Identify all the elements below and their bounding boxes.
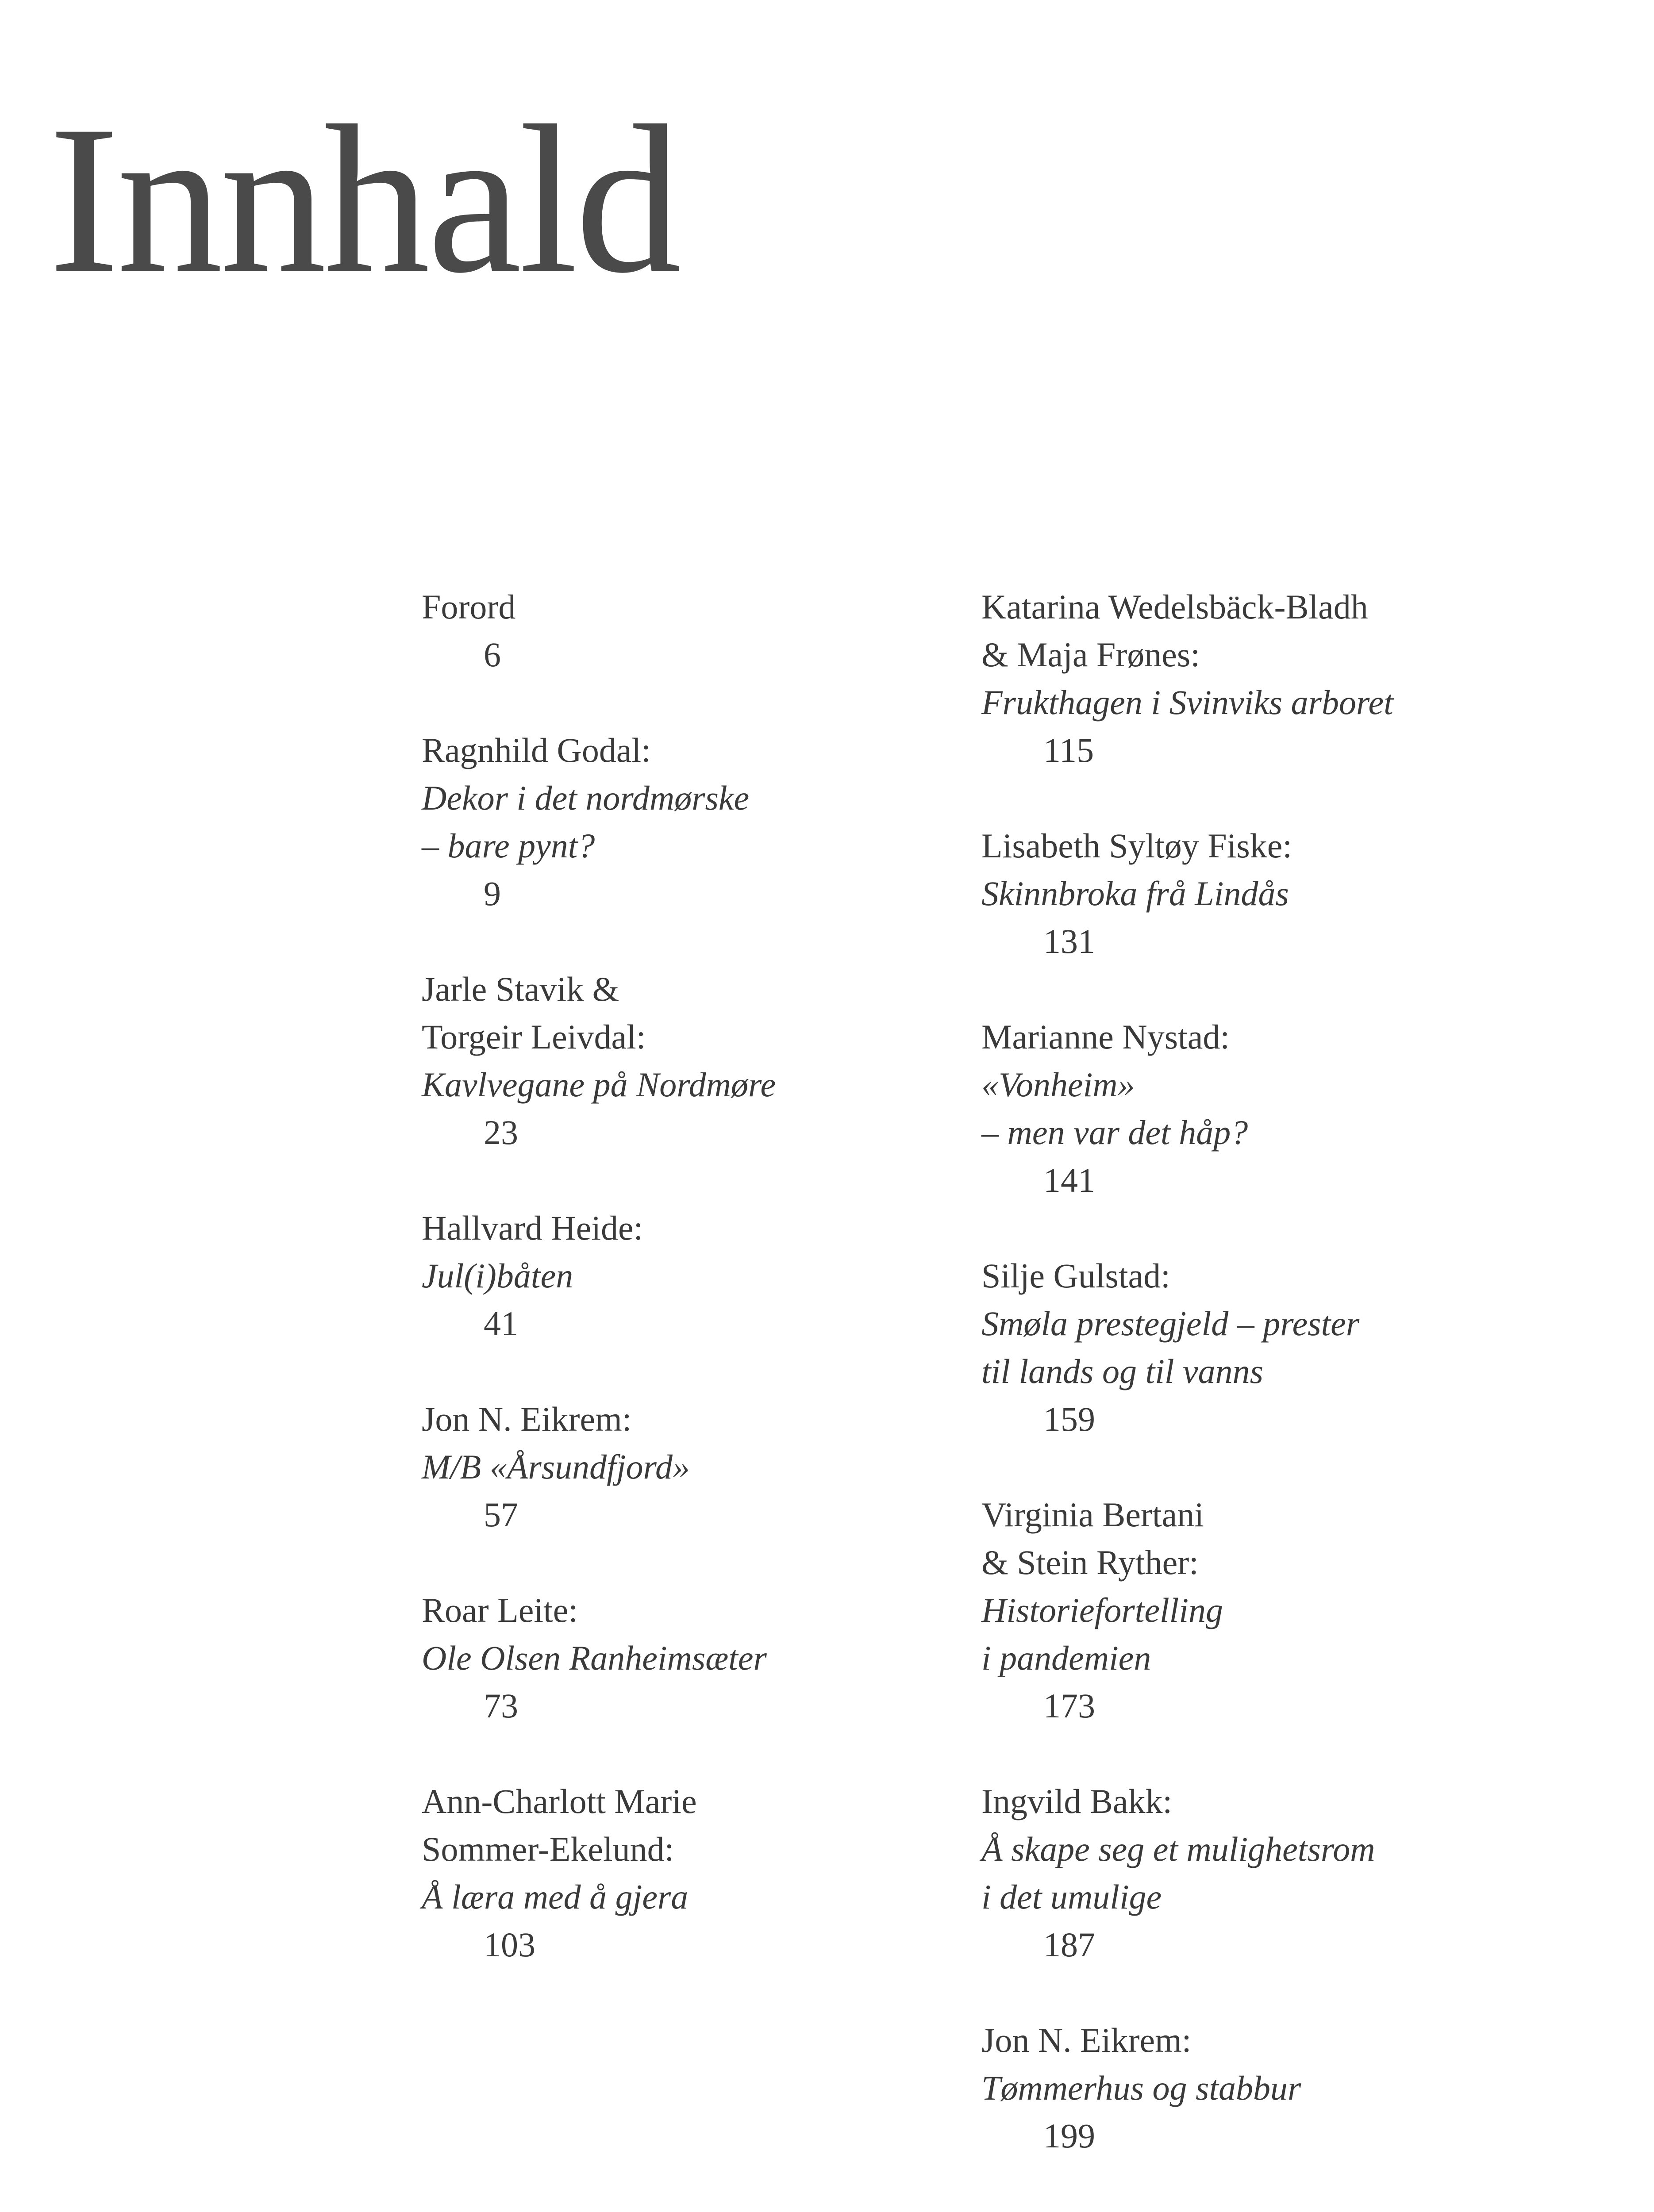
toc-entry-page-number: 141: [1043, 1161, 1095, 1199]
toc-entry-title: Ole Olsen Ranheimsæter: [422, 1639, 767, 1677]
toc-entry-author: Lisabeth Syltøy Fiske:: [981, 826, 1292, 865]
toc-entry-title: Kavlvegane på Nordmøre: [422, 1065, 776, 1104]
toc-entry-title: – men var det håp?: [981, 1113, 1248, 1152]
toc-entry-author: Roar Leite:: [422, 1591, 578, 1629]
toc-entry-title: i pandemien: [981, 1639, 1151, 1677]
toc-entry: [422, 1395, 997, 1539]
toc-entry: [422, 965, 997, 1156]
toc-entry-author: Virginia Bertani: [981, 1495, 1204, 1534]
toc-entry-title: Historiefortelling: [981, 1591, 1223, 1629]
toc-entry-author: & Stein Ryther:: [981, 1543, 1199, 1582]
toc-entry-title: «Vonheim»: [981, 1065, 1135, 1104]
toc-entry-title: Tømmerhus og stabbur: [981, 2069, 1301, 2107]
toc-entry: [981, 1013, 1557, 1204]
toc-entry-author: Forord: [422, 588, 516, 626]
toc-entry: [981, 1252, 1557, 1443]
toc-entry: [981, 822, 1557, 965]
toc-column-right: [981, 583, 1557, 2208]
toc-entry: [422, 726, 997, 918]
toc-entry-title: – bare pynt?: [422, 826, 595, 865]
toc-entry-author: Jon N. Eikrem:: [422, 1400, 632, 1438]
toc-column-left: [422, 583, 997, 2016]
toc-entry-author: Sommer-Ekelund:: [422, 1830, 674, 1868]
page-title: Innhald: [49, 81, 679, 317]
toc-entry-page-number: 41: [484, 1304, 518, 1343]
toc-entry: [422, 1778, 997, 1969]
toc-entry-title: Å skape seg et mulighetsrom: [981, 1830, 1375, 1868]
toc-entry-author: Torgeir Leivdal:: [422, 1018, 646, 1056]
toc-entry-author: Ann-Charlott Marie: [422, 1782, 697, 1820]
toc-entry-author: Katarina Wedelsbäck-Bladh: [981, 588, 1368, 626]
toc-entry-page-number: 57: [484, 1495, 518, 1534]
toc-entry-author: Jarle Stavik &: [422, 970, 619, 1008]
toc-entry: [422, 1586, 997, 1730]
toc-entry: [981, 2016, 1557, 2160]
toc-entry-page-number: 6: [484, 635, 501, 674]
toc-entry-page-number: 23: [484, 1113, 518, 1152]
toc-entry-author: Hallvard Heide:: [422, 1209, 643, 1247]
toc-entry-page-number: 199: [1043, 2116, 1095, 2155]
toc-entry-title: i det umulige: [981, 1878, 1162, 1916]
toc-entry-page-number: 103: [484, 1925, 535, 1964]
toc-entry-author: Ragnhild Godal:: [422, 731, 651, 769]
toc-entry: [981, 1491, 1557, 1730]
toc-entry-title: Jul(i)båten: [422, 1256, 573, 1295]
toc-entry-author: Ingvild Bakk:: [981, 1782, 1173, 1820]
toc-entry-page-number: 73: [484, 1686, 518, 1725]
toc-entry-page-number: 159: [1043, 1400, 1095, 1438]
toc-entry-author: Jon N. Eikrem:: [981, 2021, 1192, 2059]
toc-entry-page-number: 9: [484, 874, 501, 913]
toc-entry-title: til lands og til vanns: [981, 1352, 1264, 1390]
toc-entry-author: Silje Gulstad:: [981, 1256, 1170, 1295]
toc-entry-author: Marianne Nystad:: [981, 1018, 1230, 1056]
toc-entry-page-number: 131: [1043, 922, 1095, 960]
toc-entry-title: Skinnbroka frå Lindås: [981, 874, 1289, 913]
toc-entry-page-number: 173: [1043, 1686, 1095, 1725]
toc-entry-author: & Maja Frønes:: [981, 635, 1200, 674]
toc-entry-title: Smøla prestegjeld – prester: [981, 1304, 1360, 1343]
toc-entry: [422, 1204, 997, 1348]
toc-entry-page-number: 115: [1043, 731, 1094, 769]
toc-entry-title: Å læra med å gjera: [422, 1878, 689, 1916]
toc-entry-title: M/B «Årsundfjord»: [422, 1448, 690, 1486]
toc-entry: [981, 1778, 1557, 1969]
toc-entry-page-number: 187: [1043, 1925, 1095, 1964]
toc-entry: [981, 583, 1557, 774]
toc-entry-title: Frukthagen i Svinviks arboret: [981, 683, 1393, 722]
toc-entry-title: Dekor i det nordmørske: [422, 779, 750, 817]
toc-entry: [422, 583, 997, 679]
